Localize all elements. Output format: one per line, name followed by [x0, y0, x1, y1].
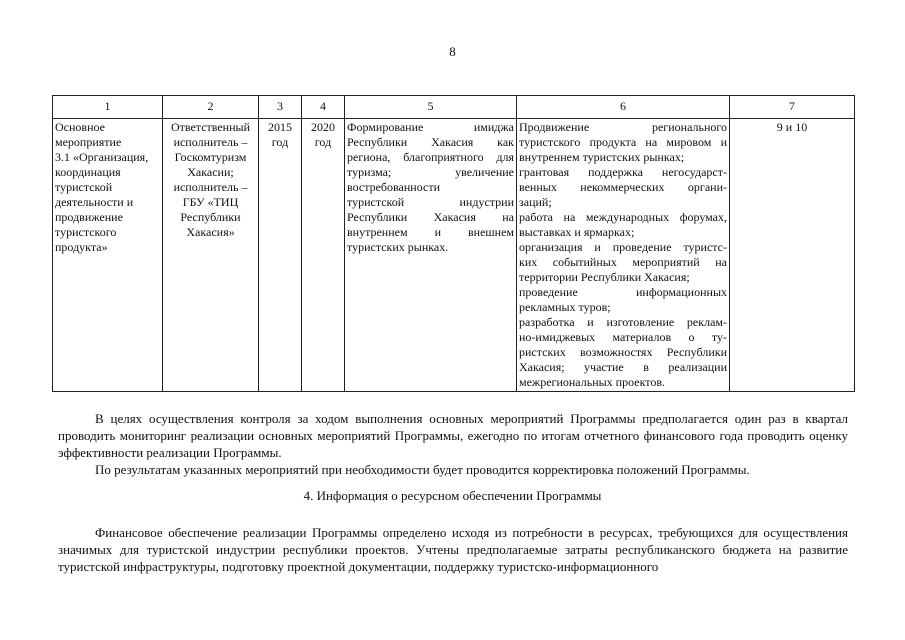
column-header-5: 5 [345, 96, 517, 119]
activity-direction-line: грантовая поддержка негосударст- [519, 165, 727, 179]
column-header-6: 6 [517, 96, 730, 119]
program-activities-table [52, 95, 855, 392]
activity-direction-line: рекламных туров; [519, 300, 611, 314]
activity-direction-line: ристских возможностях Республики [519, 345, 727, 359]
activity-direction-line: разработка и изготовление реклам- [519, 315, 727, 329]
expected-result-line: туристских рынках. [347, 240, 449, 254]
activity-direction-line: выставках и ярмарках; [519, 225, 635, 239]
expected-result-line: Республики Хакасия на [347, 210, 514, 224]
activity-direction-line: венных некоммерческих органи- [519, 180, 727, 194]
expected-result-line: востребованности [347, 180, 440, 194]
indicators-cell: 9 и 10 [730, 119, 855, 392]
executor-line: ГБУ «ТИЦ [182, 195, 239, 209]
activity-name-line: Основное [55, 120, 105, 134]
executor-cell [163, 119, 259, 392]
activity-direction-line: проведение информационных [519, 285, 727, 299]
activity-direction-line: межрегиональных проектов. [519, 375, 665, 389]
activity-name-line: деятельности и [55, 195, 134, 209]
column-header-4: 4 [302, 96, 345, 119]
resource-paragraph: Финансовое обеспечение реализации Программы определено исходя из потребности в ресурсах, требующихся для осуществления значимых для туристской индустрии республики проектов. Учтены предполагаемые затраты республиканского бюджета на развитие туристской инфраструктуры, подготовку проектной документации, поддержку туристско-информационного [58, 525, 848, 574]
end-year-line: год [314, 135, 332, 149]
executor-line: Ответственный [170, 120, 251, 134]
activity-direction-line: Продвижение регионального [519, 120, 727, 134]
activity-direction-line: организация и проведение туристс- [519, 240, 727, 254]
executor-line: Госкомтуризм [174, 150, 247, 164]
start-year-line: год [271, 135, 289, 149]
activity-name-line: продвижение [55, 210, 123, 224]
column-header-1: 1 [53, 96, 163, 119]
expected-result-line: внутреннем и внешнем [347, 225, 514, 239]
expected-result-line: туризма; увеличение [347, 165, 514, 179]
activity-name-line: продукта» [55, 240, 108, 254]
start-year-line: 2015 [268, 120, 292, 134]
end-year-cell [302, 119, 345, 392]
activity-name-line: 3.1 «Организация, [55, 150, 149, 164]
executor-line: исполнитель – [173, 135, 248, 149]
column-header-3: 3 [259, 96, 302, 119]
column-header-2: 2 [163, 96, 259, 119]
monitoring-text-block [58, 410, 848, 478]
expected-result-line: Республики Хакасия как [347, 135, 514, 149]
column-header-7: 7 [730, 96, 855, 119]
start-year-cell [259, 119, 302, 392]
expected-result-cell [345, 119, 517, 392]
resource-text-block [58, 524, 848, 575]
executor-line: Хакасии; [187, 165, 234, 179]
activity-direction-line: туристского продукта на мировом и [519, 135, 727, 149]
correction-paragraph: По результатам указанных мероприятий при необходимости будет проводится корректировка положений Программы. [95, 462, 750, 477]
table-header-row [53, 96, 855, 119]
activity-directions-cell [517, 119, 730, 392]
executor-line: исполнитель – [173, 180, 248, 194]
activity-direction-line: ких событийных мероприятий на [519, 255, 727, 269]
activity-direction-line: работа на международных форумах, [519, 210, 727, 224]
expected-result-line: туристской индустрии [347, 195, 514, 209]
activity-direction-line: Хакасия; участие в реализации [519, 360, 727, 374]
activity-name-line: туристской [55, 180, 113, 194]
executor-line: Хакасия» [186, 225, 235, 239]
end-year-line: 2020 [311, 120, 335, 134]
activity-direction-line: заций; [519, 195, 552, 209]
activity-direction-line: но-имиджевых материалов о ту- [519, 330, 727, 344]
activity-direction-line: внутреннем туристских рынках; [519, 150, 685, 164]
activity-name-line: координация [55, 165, 121, 179]
section-title: 4. Информация о ресурсном обеспечении Программы [303, 488, 602, 503]
activity-name-line: мероприятие [55, 135, 122, 149]
page-number: 8 [449, 44, 456, 59]
activity-direction-line: территории Республики Хакасия; [519, 270, 690, 284]
activity-name-line: туристского [55, 225, 117, 239]
activity-name-cell [53, 119, 163, 392]
expected-result-line: региона, благоприятного для [347, 150, 514, 164]
executor-line: Республики [180, 210, 241, 224]
monitoring-paragraph: В целях осуществления контроля за ходом выполнения основных мероприятий Программы предполагается один раз в квартал проводить мониторинг реализации основных мероприятий Программы, ежегодно по итогам отчетного финансового года проводить оценку эффективности реализации Программы. [58, 411, 848, 460]
table-row [53, 119, 855, 392]
expected-result-line: Формирование имиджа [347, 120, 514, 134]
